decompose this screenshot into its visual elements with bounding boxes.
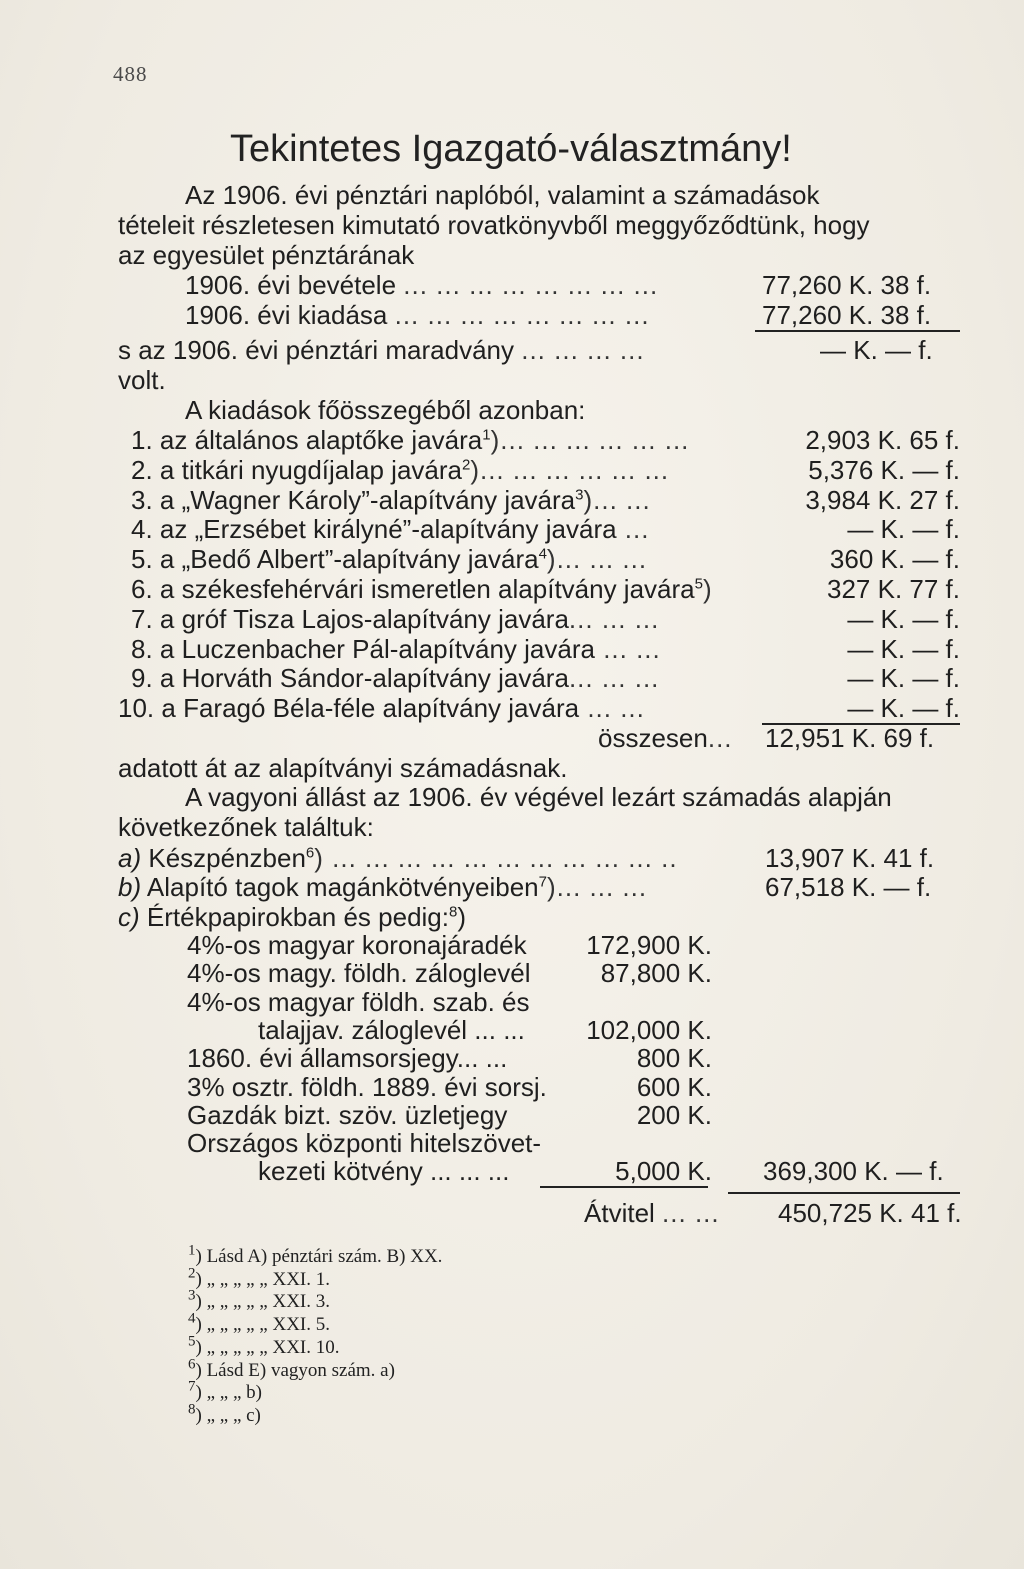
expense-number: 2. (131, 454, 153, 485)
expense-amount: — K. — f. (847, 603, 960, 634)
securities-rule (540, 1186, 708, 1188)
intro-line-3: az egyesület pénztárának (118, 240, 415, 270)
leader-dots: )... ... (583, 484, 651, 515)
expense-row (131, 574, 713, 604)
security-label: Országos központi hitelszövet- (187, 1128, 542, 1159)
expense-label: a titkári nyugdíjalap javára (159, 454, 462, 485)
footnote-ref: 7 (538, 873, 547, 891)
security-label: 4%-os magy. földh. záloglevél (187, 958, 531, 989)
securities-total: 369,300 K. — f. (763, 1156, 944, 1186)
footnote-text: ) Lásd A) pénztári szám. B) XX. (195, 1246, 443, 1267)
leader-dots: ... ... ... ... (521, 335, 645, 365)
footnote (188, 1356, 395, 1382)
page-title: Tekintetes Igazgató-választmány! (230, 128, 792, 170)
expense-amount: 360 K. — f. (829, 544, 960, 575)
page-number: 488 (113, 62, 148, 86)
asset-amount-b: 67,518 K. — f. (765, 872, 932, 902)
footnote-mark: 3 (188, 1288, 196, 1305)
expense-number: 7. (131, 603, 153, 634)
expense-label: a „Bedő Albert”-alapítvány javára (159, 544, 539, 575)
total-label: összesen (598, 723, 708, 753)
expense-label: a Luczenbacher Pál-alapítvány javára (159, 633, 595, 664)
expense-row (131, 425, 689, 455)
security-value: 800 K. (636, 1043, 712, 1074)
summary-balance-row (118, 335, 645, 365)
leader-dots: ... ... (662, 1198, 720, 1228)
summary-label: 1906. évi bevétele (185, 270, 397, 300)
footnote (188, 1333, 340, 1359)
expense-number: 9. (131, 663, 153, 694)
leader-dots: )... ... ... (546, 872, 648, 902)
leader-dots: ... ... (579, 693, 645, 724)
assets-intro-line-2: következőnek találtuk: (118, 812, 374, 842)
summary-income-row (185, 270, 658, 300)
footnote-ref: 6 (305, 844, 315, 862)
footnote-text: ) „ „ „ b) (195, 1382, 262, 1404)
expense-row (131, 544, 647, 574)
footnote-ref: 3 (575, 485, 584, 503)
summary-income-amount: 77,260 K. 38 f. (762, 270, 932, 300)
footnote-text: ) „ „ „ „ „ XXI. 5. (195, 1314, 331, 1336)
expense-row (131, 485, 651, 515)
footnote (188, 1378, 262, 1404)
asset-row-c (118, 902, 466, 932)
footnote-mark: 8 (188, 1401, 196, 1418)
footnote (188, 1242, 443, 1268)
security-value: 87,800 K. (600, 958, 712, 989)
leader-dots: ... (616, 514, 650, 545)
security-value: 600 K. (636, 1071, 712, 1102)
asset-label: Készpénzben (148, 843, 306, 873)
footnote-ref: 2 (461, 456, 471, 474)
expense-number: 6. (131, 574, 153, 604)
carry-row (584, 1198, 720, 1228)
intro-line-1: Az 1906. évi pénztári naplóból, valamint a számadások (185, 180, 820, 210)
footnote (188, 1401, 261, 1427)
summary-label: s az 1906. évi pénztári maradvány (118, 335, 514, 365)
footnote-ref: 5 (694, 575, 703, 593)
leader-dots: ... ... ... ... ... ... ... ... (403, 270, 659, 300)
expense-row (131, 514, 649, 544)
footnote-text: ) „ „ „ „ „ XXI. 10. (195, 1336, 340, 1358)
footnote-mark: 6 (188, 1356, 196, 1373)
leader-dots: ... ... ... (568, 663, 660, 694)
carry-label: Átvitel (584, 1198, 655, 1228)
expense-row (118, 693, 645, 723)
security-label: 3% osztr. földh. 1889. évi sorsj. (187, 1071, 547, 1102)
security-label: Gazdák bizt. szöv. üzletjegy (187, 1099, 508, 1130)
expense-amount: — K. — f. (847, 514, 960, 545)
expense-number: 8. (131, 633, 153, 664)
asset-label: Alapító tagok magánkötvényeiben (146, 872, 539, 902)
expense-number: 10. (118, 693, 155, 724)
leader-dots: ... ... ... (568, 603, 660, 634)
expense-amount: — K. — f. (847, 633, 960, 664)
footnote-ref: 8 (449, 903, 458, 921)
footnote-mark: 7 (188, 1378, 196, 1395)
intro-line-2: tételeit részletesen kimutató rovatkönyvből meggyőződtünk, hogy (118, 210, 870, 240)
carry-rule (728, 1192, 960, 1194)
asset-letter: a) (118, 843, 142, 873)
summary-expense-amount: 77,260 K. 38 f. (762, 300, 932, 330)
expense-amount: 5,376 K. — f. (808, 454, 960, 485)
footnote-text: ) „ „ „ c) (195, 1404, 261, 1426)
expense-label: a Horváth Sándor-alapítvány javára (159, 663, 569, 694)
leader-dots: )... ... ... (546, 544, 648, 575)
footnote-mark: 4 (188, 1310, 196, 1327)
assets-intro-line-1: A vagyoni állást az 1906. év végével lezárt számadás alapján (185, 782, 892, 812)
expense-amount: 3,984 K. 27 f. (805, 484, 960, 515)
volt-text: volt. (118, 365, 166, 395)
footnote-text: ) Lásd E) vagyon szám. a) (195, 1359, 395, 1381)
expense-number: 5. (131, 544, 153, 575)
footnote-mark: 2 (188, 1265, 196, 1282)
expense-label: az „Erzsébet királyné”-alapítvány javára (159, 514, 617, 545)
footnote-text: ) „ „ „ „ „ XXI. 3. (195, 1291, 331, 1313)
security-label: talajjav. záloglevél ... ... (258, 1014, 525, 1045)
asset-row-a (118, 843, 678, 873)
asset-amount-a: 13,907 K. 41 f. (765, 843, 935, 873)
leader-dots: )... ... ... ... ... ... (470, 454, 670, 485)
leader-dots: ) (702, 574, 713, 604)
summary-expense-row (185, 300, 650, 330)
footnote-ref: 4 (538, 545, 547, 563)
footnote (188, 1310, 331, 1336)
security-label: 4%-os magyar koronajáradék (187, 930, 527, 960)
summary-label: 1906. évi kiadása (185, 300, 388, 330)
leader-dots: ) ... ... ... ... ... ... ... ... ... ... .. (314, 843, 678, 873)
expense-number: 1. (131, 425, 153, 455)
expense-label: a „Wagner Károly”-alapítvány javára (159, 484, 576, 515)
expense-number: 4. (131, 514, 153, 545)
expense-amount: 2,903 K. 65 f. (805, 425, 960, 455)
transfer-note: adatott át az alapítványi számadásnak. (118, 753, 568, 783)
expense-label: a székesfehérvári ismeretlen alapítvány javára (159, 574, 695, 604)
asset-letter: c) (118, 902, 140, 932)
security-value: 102,000 K. (586, 1014, 712, 1045)
footnote-mark: 1 (188, 1242, 196, 1259)
leader-dots: ... (707, 723, 733, 753)
security-value: 172,900 K. (586, 930, 712, 960)
footnote-ref: 1 (482, 426, 491, 444)
asset-row-b (118, 872, 647, 902)
expense-row (131, 604, 659, 634)
expense-label: a gróf Tisza Lajos-alapítvány javára (159, 603, 569, 634)
footnote (188, 1288, 331, 1313)
expense-amount: — K. — f. (847, 693, 960, 724)
expense-row (131, 455, 669, 485)
leader-dots: ) (457, 902, 467, 932)
expense-number: 3. (131, 484, 153, 515)
expense-intro: A kiadások főösszegéből azonban: (185, 395, 586, 425)
carry-amount: 450,725 K. 41 f. (778, 1198, 962, 1228)
security-label: 4%-os magyar földh. szab. és (187, 986, 530, 1017)
security-value: 200 K. (636, 1099, 712, 1130)
leader-dots: ... ... ... ... ... ... ... ... (394, 300, 650, 330)
expense-label: az általános alaptőke javára (159, 425, 483, 455)
asset-letter: b) (118, 872, 142, 902)
security-label: 1860. évi államsorsjegy... ... (187, 1043, 508, 1074)
sum-rule (755, 330, 960, 332)
asset-label: Értékpapirokban és pedig: (146, 902, 449, 932)
footnote-text: ) „ „ „ „ „ XXI. 1. (195, 1268, 331, 1290)
leader-dots: ... ... (594, 633, 661, 664)
leader-dots: )... ... ... ... ... ... (490, 425, 690, 455)
expense-label: a Faragó Béla-féle alapítvány javára (161, 693, 580, 724)
total-row (598, 723, 733, 753)
expense-row (131, 634, 661, 664)
total-amount: 12,951 K. 69 f. (765, 723, 935, 753)
footnote-mark: 5 (188, 1333, 196, 1350)
security-label: kezeti kötvény ... ... ... (258, 1156, 510, 1187)
security-value: 5,000 K. (615, 1156, 712, 1187)
summary-balance-amount: — K. — f. (820, 335, 933, 365)
expense-row (131, 663, 659, 693)
expense-amount: — K. — f. (847, 663, 960, 694)
footnote (188, 1265, 331, 1291)
expense-amount: 327 K. 77 f. (827, 574, 960, 604)
